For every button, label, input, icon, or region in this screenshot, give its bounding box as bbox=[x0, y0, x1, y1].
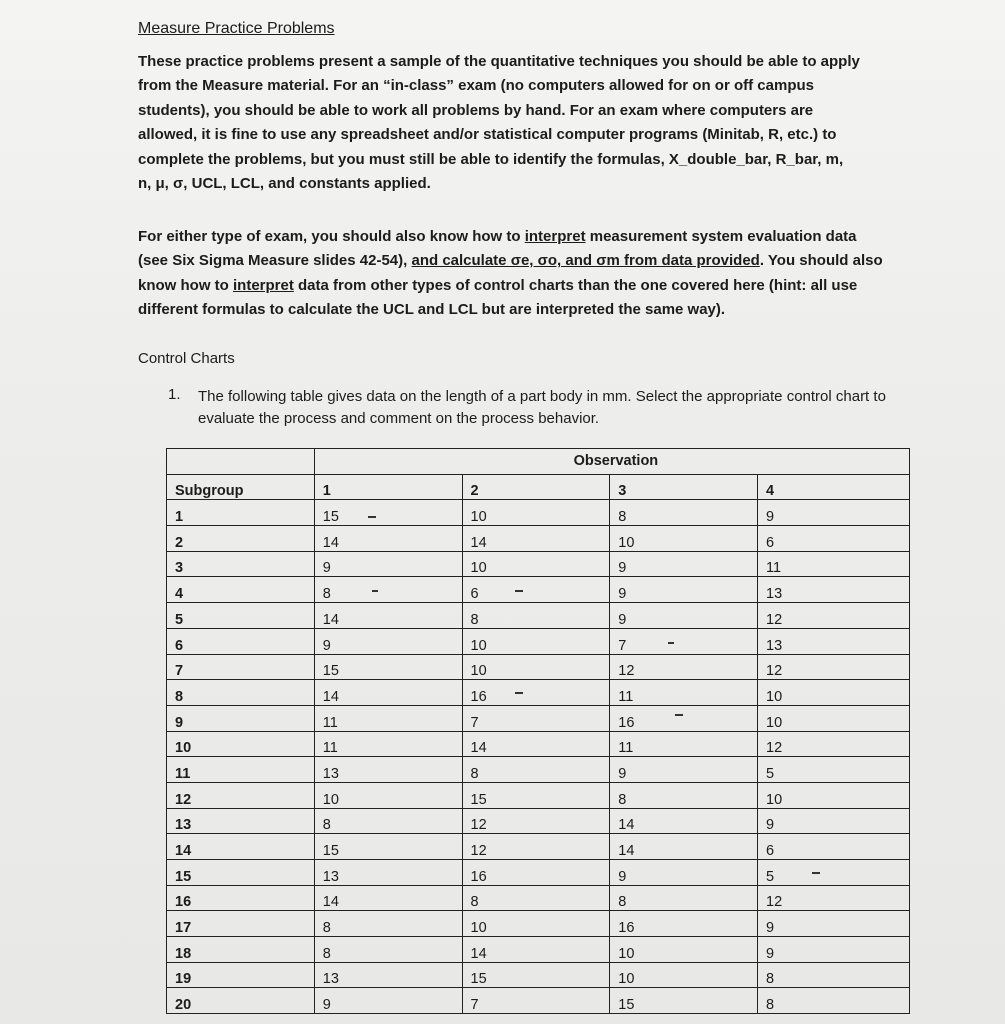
subgroup-cell: 20 bbox=[167, 988, 315, 1014]
observation-cell: 8 bbox=[314, 577, 462, 603]
question-number: 1. bbox=[168, 386, 181, 403]
observation-cell: 10 bbox=[462, 628, 610, 654]
observation-cell: 9 bbox=[610, 603, 758, 629]
observation-cell: 8 bbox=[610, 782, 758, 808]
observation-cell: 15 bbox=[314, 654, 462, 680]
observation-cell: 8 bbox=[462, 885, 610, 911]
table-row bbox=[167, 603, 910, 629]
subgroup-cell: 1 bbox=[167, 500, 315, 526]
observation-cell: 11 bbox=[314, 705, 462, 731]
observation-cell: 16 bbox=[610, 911, 758, 937]
intro-line: These practice problems present a sample of the quantitative techniques you should be able to apply bbox=[138, 53, 860, 70]
pen-mark bbox=[368, 516, 376, 518]
exam-line: know how to interpret data from other types of control charts than the one covered here (hint: all use bbox=[138, 276, 858, 294]
observation-cell: 16 bbox=[462, 860, 610, 886]
observation-cell: 9 bbox=[758, 808, 910, 834]
observation-cell: 14 bbox=[462, 731, 610, 757]
section-heading: Control Charts bbox=[138, 350, 235, 367]
table-row bbox=[167, 577, 910, 603]
observation-cell: 9 bbox=[314, 988, 462, 1014]
observation-cell: 9 bbox=[758, 500, 910, 526]
subgroup-cell: 17 bbox=[167, 911, 315, 937]
observation-cell: 8 bbox=[462, 603, 610, 629]
subgroup-cell: 12 bbox=[167, 782, 315, 808]
observation-cell: 8 bbox=[610, 500, 758, 526]
subgroup-cell: 7 bbox=[167, 654, 315, 680]
observation-cell: 7 bbox=[462, 705, 610, 731]
observation-cell: 15 bbox=[462, 962, 610, 988]
table-row bbox=[167, 860, 910, 886]
observation-cell: 13 bbox=[314, 860, 462, 886]
column-header: 1 bbox=[314, 474, 462, 500]
pen-mark bbox=[812, 872, 820, 874]
table-row bbox=[167, 757, 910, 783]
observation-cell: 8 bbox=[462, 757, 610, 783]
observation-cell: 14 bbox=[314, 526, 462, 552]
observation-cell: 14 bbox=[610, 834, 758, 860]
observation-cell: 10 bbox=[758, 705, 910, 731]
question-text: The following table gives data on the length of a part body in mm. Select the appropriate control chart to evaluate the process and comment on the process behavior. bbox=[198, 388, 886, 427]
intro-line: complete the problems, but you must still be able to identify the formulas, X_double_bar, R_bar, m, bbox=[138, 150, 844, 168]
observation-cell: 14 bbox=[610, 808, 758, 834]
observation-cell: 5 bbox=[758, 860, 910, 886]
table-row bbox=[167, 962, 910, 988]
table-body bbox=[167, 500, 910, 1014]
observation-cell: 8 bbox=[758, 962, 910, 988]
subgroup-cell: 2 bbox=[167, 526, 315, 552]
table-header-row bbox=[167, 474, 910, 500]
subgroup-cell: 6 bbox=[167, 628, 315, 654]
observation-cell: 6 bbox=[462, 577, 610, 603]
observation-cell: 10 bbox=[610, 937, 758, 963]
exam-line: (see Six Sigma Measure slides 42-54), and calculate σe, σo, and σm from data provided. You should also bbox=[138, 252, 883, 270]
pen-mark bbox=[372, 590, 378, 592]
table-row bbox=[167, 705, 910, 731]
observation-cell: 8 bbox=[758, 988, 910, 1014]
observation-cell: 9 bbox=[758, 911, 910, 937]
observation-cell: 16 bbox=[462, 680, 610, 706]
intro-line: allowed, it is fine to use any spreadsheet and/or statistical computer programs (Minitab, R, etc.) to bbox=[138, 126, 837, 144]
subgroup-cell: 18 bbox=[167, 937, 315, 963]
observation-cell: 13 bbox=[758, 577, 910, 603]
observation-cell: 13 bbox=[758, 628, 910, 654]
observation-cell: 14 bbox=[314, 680, 462, 706]
pen-mark bbox=[668, 642, 674, 644]
subgroup-cell: 19 bbox=[167, 962, 315, 988]
observation-cell: 13 bbox=[314, 962, 462, 988]
observation-cell: 13 bbox=[314, 757, 462, 783]
column-header: 2 bbox=[462, 474, 610, 500]
observation-cell: 11 bbox=[610, 680, 758, 706]
table-row bbox=[167, 731, 910, 757]
intro-line: n, μ, σ, UCL, LCL, and constants applied. bbox=[138, 175, 431, 193]
subgroup-cell: 4 bbox=[167, 577, 315, 603]
subgroup-cell: 14 bbox=[167, 834, 315, 860]
column-header: 4 bbox=[758, 474, 910, 500]
table-row bbox=[167, 680, 910, 706]
observation-cell: 8 bbox=[314, 937, 462, 963]
subgroup-cell: 13 bbox=[167, 808, 315, 834]
observation-cell: 14 bbox=[314, 885, 462, 911]
observation-cell: 10 bbox=[462, 911, 610, 937]
observation-cell: 15 bbox=[610, 988, 758, 1014]
observation-cell: 10 bbox=[758, 680, 910, 706]
column-header: Subgroup bbox=[167, 474, 315, 500]
table-row bbox=[167, 988, 910, 1014]
column-header: 3 bbox=[610, 474, 758, 500]
observation-cell: 7 bbox=[610, 628, 758, 654]
observation-cell: 14 bbox=[462, 526, 610, 552]
observation-cell: 15 bbox=[314, 500, 462, 526]
table-row bbox=[167, 808, 910, 834]
observation-cell: 10 bbox=[610, 526, 758, 552]
observation-cell: 15 bbox=[462, 782, 610, 808]
observation-cell: 9 bbox=[314, 551, 462, 577]
observation-cell: 8 bbox=[610, 885, 758, 911]
observation-cell: 7 bbox=[462, 988, 610, 1014]
observation-cell: 12 bbox=[462, 808, 610, 834]
exam-line: For either type of exam, you should also know how to interpret measurement system evaluation data bbox=[138, 228, 857, 245]
observation-cell: 10 bbox=[610, 962, 758, 988]
table-row bbox=[167, 500, 910, 526]
table-row bbox=[167, 937, 910, 963]
observation-cell: 11 bbox=[758, 551, 910, 577]
observation-cell: 6 bbox=[758, 526, 910, 552]
observation-cell: 9 bbox=[758, 937, 910, 963]
observation-cell: 12 bbox=[758, 731, 910, 757]
underlined-interpret: interpret bbox=[524, 228, 586, 245]
observation-cell: 10 bbox=[758, 782, 910, 808]
observation-cell: 16 bbox=[610, 705, 758, 731]
observation-cell: 9 bbox=[610, 860, 758, 886]
subgroup-cell: 8 bbox=[167, 680, 315, 706]
table-group-header-row bbox=[167, 449, 910, 475]
observation-cell: 9 bbox=[610, 551, 758, 577]
pen-mark bbox=[515, 590, 523, 592]
subgroup-cell: 9 bbox=[167, 705, 315, 731]
subgroup-cell: 10 bbox=[167, 731, 315, 757]
intro-line: students), you should be able to work all problems by hand. For an exam where computers are bbox=[138, 101, 814, 119]
observation-cell: 10 bbox=[314, 782, 462, 808]
intro-paragraph bbox=[138, 50, 928, 196]
observation-cell: 6 bbox=[758, 834, 910, 860]
data-table bbox=[166, 448, 910, 1014]
observation-cell: 10 bbox=[462, 551, 610, 577]
observation-cell: 10 bbox=[462, 654, 610, 680]
observation-cell: 14 bbox=[462, 937, 610, 963]
observation-cell: 15 bbox=[314, 834, 462, 860]
observation-cell: 5 bbox=[758, 757, 910, 783]
subgroup-cell: 15 bbox=[167, 860, 315, 886]
observation-cell: 11 bbox=[610, 731, 758, 757]
observation-cell: 12 bbox=[462, 834, 610, 860]
table-row bbox=[167, 782, 910, 808]
intro-line: from the Measure material. For an “in-class” exam (no computers allowed for on or off campus bbox=[138, 77, 814, 95]
observation-header: Observation bbox=[314, 449, 909, 475]
pen-mark bbox=[675, 714, 683, 716]
exam-line: different formulas to calculate the UCL and LCL but are interpreted the same way). bbox=[138, 301, 726, 319]
observation-cell: 8 bbox=[314, 808, 462, 834]
observation-cell: 12 bbox=[758, 603, 910, 629]
observation-cell: 10 bbox=[462, 500, 610, 526]
observation-cell: 14 bbox=[314, 603, 462, 629]
observation-cell: 12 bbox=[610, 654, 758, 680]
table-row bbox=[167, 654, 910, 680]
pen-mark bbox=[515, 692, 523, 694]
observation-cell: 9 bbox=[610, 757, 758, 783]
table-row bbox=[167, 551, 910, 577]
table-row bbox=[167, 628, 910, 654]
observation-cell: 12 bbox=[758, 654, 910, 680]
subgroup-cell: 3 bbox=[167, 551, 315, 577]
table-row bbox=[167, 834, 910, 860]
subgroup-cell: 16 bbox=[167, 885, 315, 911]
observation-cell: 9 bbox=[610, 577, 758, 603]
table-row bbox=[167, 911, 910, 937]
observation-cell: 9 bbox=[314, 628, 462, 654]
page-title: Measure Practice Problems bbox=[138, 20, 335, 37]
subgroup-cell: 5 bbox=[167, 603, 315, 629]
blank-header-cell bbox=[167, 449, 315, 475]
table-row bbox=[167, 885, 910, 911]
table-row bbox=[167, 526, 910, 552]
observation-cell: 12 bbox=[758, 885, 910, 911]
observation-cell: 8 bbox=[314, 911, 462, 937]
subgroup-cell: 11 bbox=[167, 757, 315, 783]
underlined-interpret: interpret bbox=[233, 276, 294, 294]
observation-cell: 11 bbox=[314, 731, 462, 757]
exam-paragraph bbox=[138, 225, 928, 323]
underlined-calculate: and calculate σe, σo, and σm from data provided bbox=[411, 252, 760, 270]
